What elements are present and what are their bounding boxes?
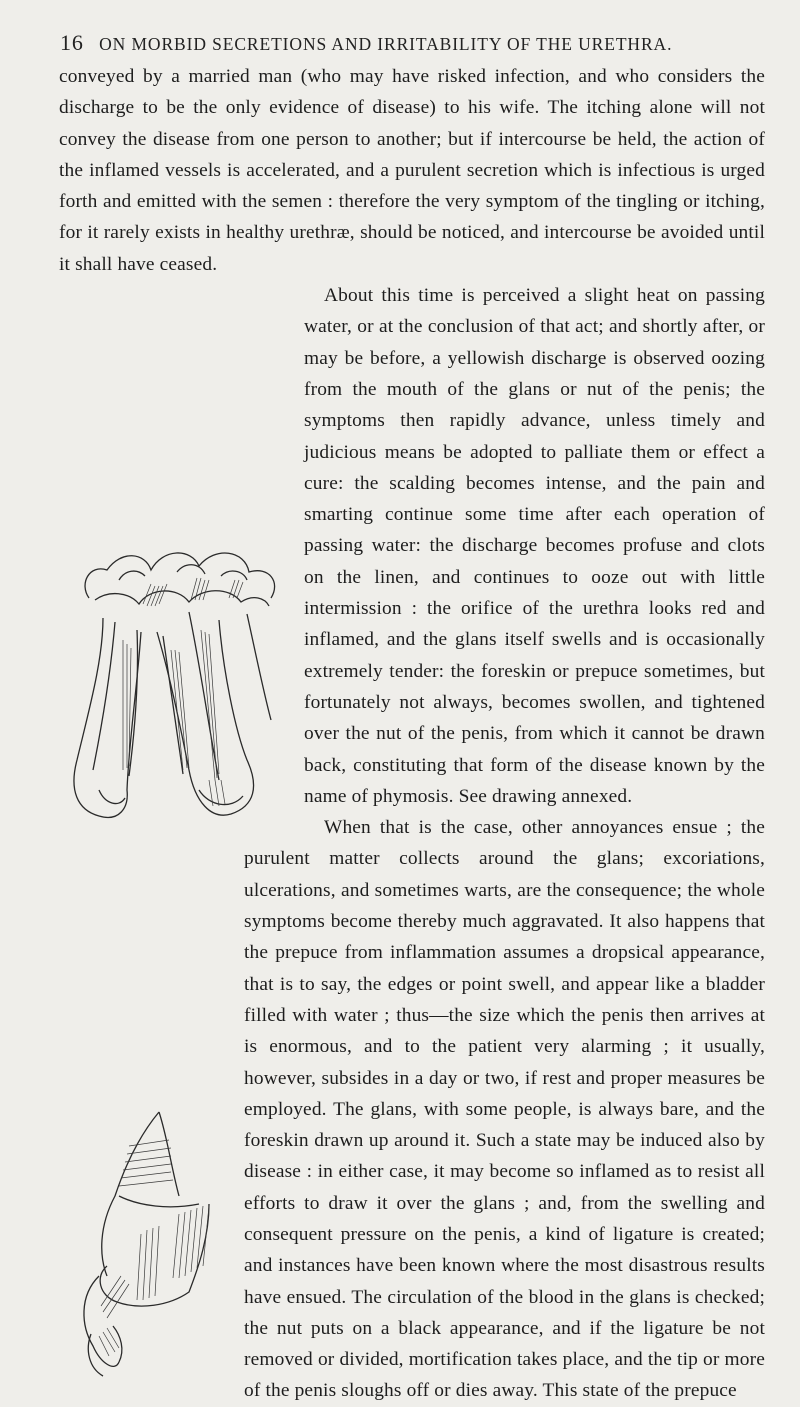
body-text <box>59 61 765 1407</box>
paragraph-2: About this time is perceived a slight heat on passing water, or at the conclusion of that act; and shortly after, or may be before, a yellowish discharge is observed oozing from the mouth of the glans or nut of the penis; the symptoms then rapidly advance, unless timely and judicious means be adopted to palliate them or effect a cure: the scalding becomes intense, and the pain and smarting continue some time after each operation of passing water: the discharge becomes profuse and clots on the linen, and continues to ooze out with little intermission : the orifice of the urethra looks red and inflamed, and the glans itself swells and is occasionally extremely tender: the foreskin or prepuce sometimes, but fortunately not always, becomes swollen, and tightened over the nut of the penis, from which it cannot be drawn back, constituting that form of the disease known by the name of phymosis. See drawing annexed. <box>59 280 765 812</box>
running-head <box>60 30 760 56</box>
paragraph-3: When that is the case, other annoyances ensue ; the purulent matter collects around the glans; excoriations, ulcerations, and sometimes warts, are the consequence; the whole symptoms become thereby much aggravated. It also happens that the prepuce from inflammation assumes a dropsical appearance, that is to say, the edges or point swell, and appear like a bladder filled with water ; thus—the size which the penis then arrives at is enormous, and to the patient very alarming ; it usually, however, subsides in a day or two, if rest and proper measures be employed. The glans, with some people, is always bare, and the foreskin drawn up around it. Such a state may be induced also by disease : in either case, it may become so inflamed as to resist all efforts to draw it over the glans ; and, from the swelling and consequent pressure on the penis, a kind of ligature is created; and instances have been known where the most disastrous results have ensued. The circulation of the blood in the glans is checked; the nut puts on a black appearance, and if the ligature be not removed or divided, mortification takes place, and the tip or more of the penis sloughs off or dies away. This state of the prepuce <box>59 812 765 1407</box>
page-number: 16 <box>60 30 84 55</box>
phymosis-illustration-icon <box>59 540 304 826</box>
paragraph-1: conveyed by a married man (who may have risked infection, and who considers the discharge to be the only evidence of disease) to his wife. The itching alone will not convey the disease from one person to another; but if intercourse be held, the action of the inflamed vessels is accelerated, and a purulent secretion which is infectious is urged forth and emitted with the semen : therefore the very symptom of the tingling or itching, for it rarely exists in healthy urethræ, should be noticed, and intercourse be avoided until it shall have ceased. <box>59 66 765 275</box>
paraphymosis-illustration-icon <box>59 1106 244 1387</box>
chapter-title: ON MORBID SECRETIONS AND IRRITABILITY OF THE URETHRA. <box>99 34 673 54</box>
